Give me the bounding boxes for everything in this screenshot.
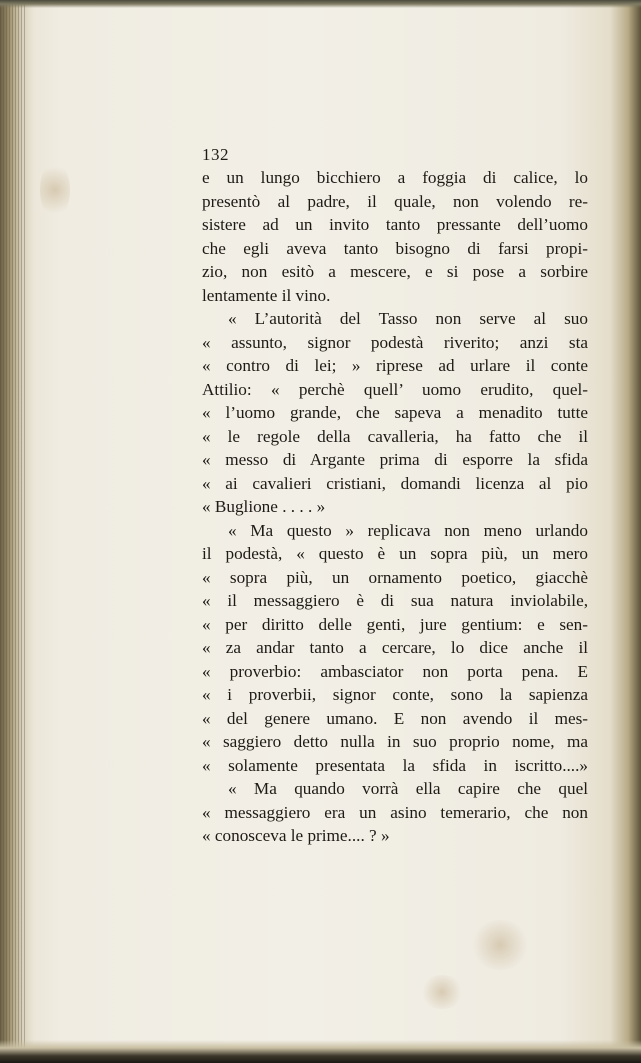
text-line: che egli aveva tanto bisogno di farsi propi-: [202, 238, 588, 258]
text-line: « assunto, signor podestà riverito; anzi sta: [202, 332, 588, 352]
page-edge-left: [0, 0, 26, 1063]
text-line: « Ma quando vorrà ella capire che quel: [228, 779, 588, 798]
page-edge-top: [0, 0, 641, 8]
page-number: 132: [202, 145, 229, 164]
text-line: « messo di Argante prima di esporre la sfida: [202, 450, 588, 469]
text-line: « per diritto delle genti, jure gentium: e sen-: [202, 614, 588, 634]
text-line: « solamente presentata la sfida in iscritto....»: [202, 755, 588, 775]
text-line: presentò al padre, il quale, non volendo re-: [202, 191, 588, 211]
text-line: « il messaggiero è di sua natura inviolabile,: [202, 591, 588, 610]
text-line: zio, non esitò a mescere, e si pose a sorbire: [202, 262, 588, 281]
text-line: « contro di lei; » riprese ad urlare il conte: [202, 356, 588, 375]
text-line: « Buglione . . . . »: [202, 497, 326, 516]
body-text: [202, 166, 588, 848]
page-edge-bottom: [0, 1040, 641, 1063]
foxing-stain: [470, 920, 530, 970]
text-line: « ai cavalieri cristiani, domandi licenza al pio: [202, 473, 588, 493]
foxing-stain: [40, 160, 70, 220]
text-line: e un lungo bicchiero a foggia di calice, lo: [202, 168, 588, 187]
text-line: « del genere umano. E non avendo il mes-: [202, 708, 588, 728]
text-line: « le regole della cavalleria, ha fatto che il: [202, 426, 588, 446]
text-line: « proverbio: ambasciator non porta pena. E: [202, 661, 588, 681]
text-line: « saggiero detto nulla in suo proprio nome, ma: [202, 732, 588, 751]
text-line: il podestà, « questo è un sopra più, un mero: [202, 544, 588, 563]
text-line: lentamente il vino.: [202, 285, 331, 305]
text-line: sistere ad un invito tanto pressante dell’uomo: [202, 215, 588, 234]
foxing-stain: [420, 975, 464, 1009]
text-line: « l’uomo grande, che sapeva a menadito tutte: [202, 403, 588, 422]
text-line: « messaggiero era un asino temerario, che non: [202, 802, 588, 822]
text-line: « za andar tanto a cercare, lo dice anche il: [202, 638, 588, 657]
text-line: « sopra più, un ornamento poetico, giacchè: [202, 567, 588, 587]
text-line: « i proverbii, signor conte, sono la sapienza: [202, 685, 588, 704]
text-line: « Ma questo » replicava non meno urlando: [228, 520, 588, 540]
text-line: « conosceva le prime.... ? »: [202, 826, 390, 845]
text-line: Attilio: « perchè quell’ uomo erudito, quel-: [202, 379, 588, 399]
text-line: « L’autorità del Tasso non serve al suo: [228, 309, 588, 328]
